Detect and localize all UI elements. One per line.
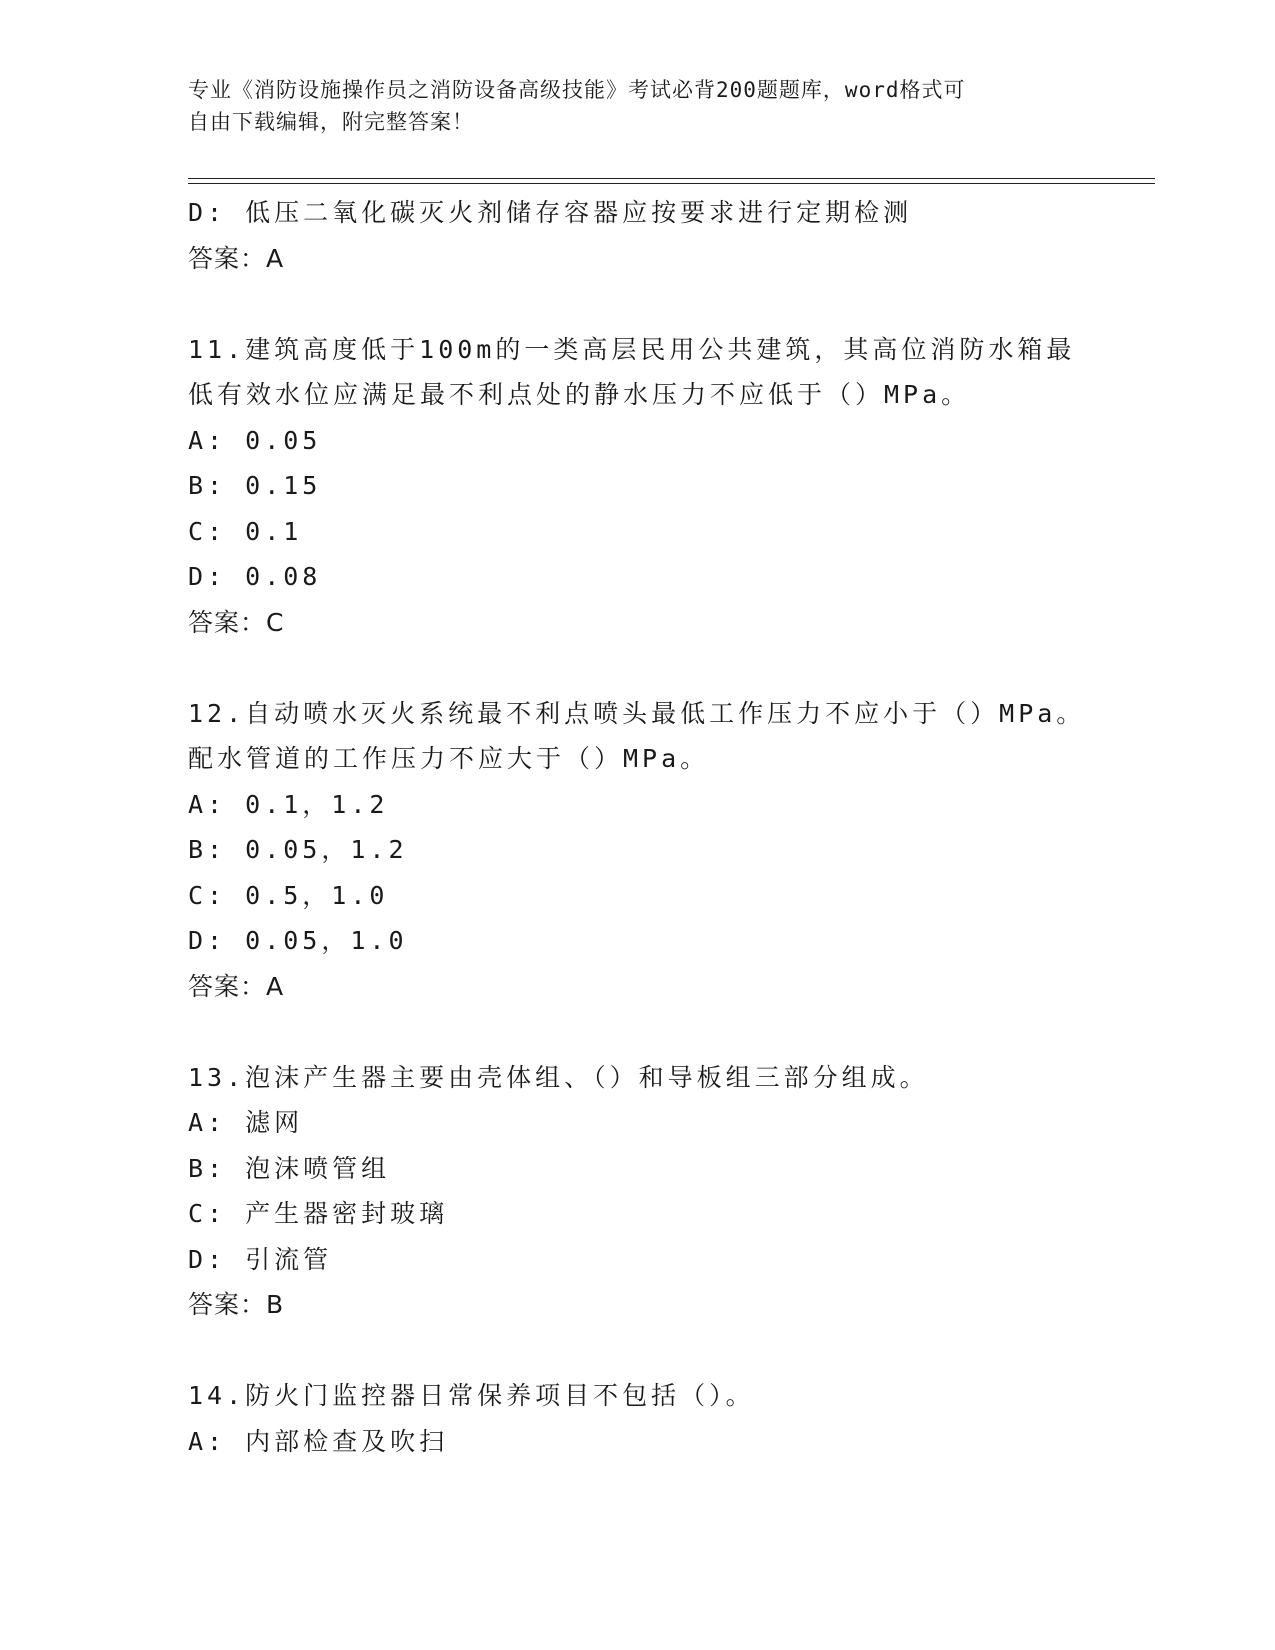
option-line: D: 引流管 xyxy=(188,1244,333,1274)
option-line: A: 内部检查及吹扫 xyxy=(188,1426,449,1456)
answer-line: 答案：A xyxy=(188,971,285,1001)
document-header xyxy=(188,74,1088,138)
question-text: 低有效水位应满足最不利点处的静水压力不应低于（）MPa。 xyxy=(188,380,971,409)
option-line: C: 0.1 xyxy=(188,516,303,546)
option-line: D: 0.08 xyxy=(188,562,322,591)
option-line: C: 产生器密封玻璃 xyxy=(188,1199,449,1228)
option-line: A: 0.1，1.2 xyxy=(188,789,389,819)
option-line: B: 0.05，1.2 xyxy=(188,835,408,864)
option-line: A: 0.05 xyxy=(188,425,322,455)
question-text: 13.泡沫产生器主要由壳体组、（）和导板组三部分组成。 xyxy=(188,1062,929,1092)
question-list xyxy=(188,190,1148,1464)
section-gap xyxy=(188,1009,1148,1055)
question-text: 11.建筑高度低于100m的一类高层民用公共建筑，其高位消防水箱最 xyxy=(188,334,1076,364)
header-title-line-2: 自由下载编辑，附完整答案！ xyxy=(188,110,474,134)
header-divider-top xyxy=(188,178,1155,179)
section-gap xyxy=(188,645,1148,691)
answer-line: 答案：B xyxy=(188,1290,285,1319)
answer-line: 答案：C xyxy=(188,607,285,637)
option-line: D: 低压二氧化碳灭火剂储存容器应按要求进行定期检测 xyxy=(188,198,913,227)
option-line: B: 泡沫喷管组 xyxy=(188,1153,391,1183)
header-title-line-1: 专业《消防设施操作员之消防设备高级技能》考试必背200题题库，word格式可 xyxy=(188,78,966,102)
option-line: D: 0.05，1.0 xyxy=(188,926,408,955)
option-line: A: 滤网 xyxy=(188,1108,304,1137)
section-gap xyxy=(188,281,1148,327)
header-divider-bottom xyxy=(188,183,1155,184)
option-line: B: 0.15 xyxy=(188,471,322,500)
question-text: 配水管道的工作压力不应大于（）MPa。 xyxy=(188,744,710,773)
section-gap xyxy=(188,1328,1148,1374)
question-text: 12.自动喷水灭火系统最不利点喷头最低工作压力不应小于（）MPa。 xyxy=(188,698,1086,728)
question-text: 14.防火门监控器日常保养项目不包括（）。 xyxy=(188,1381,755,1410)
answer-line: 答案：A xyxy=(188,243,285,273)
option-line: C: 0.5，1.0 xyxy=(188,880,389,910)
